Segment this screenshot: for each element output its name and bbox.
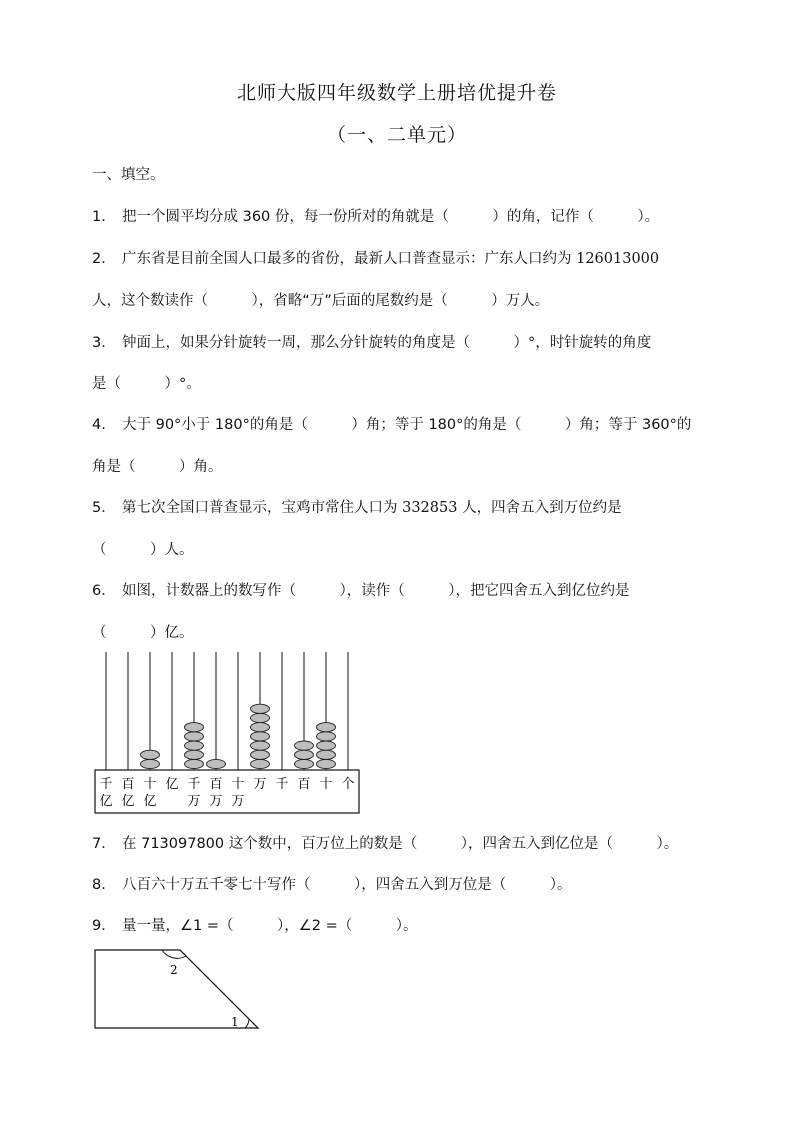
abacus-bead [317, 759, 336, 768]
question-number: 9． [92, 918, 116, 934]
population-value: 126013000 [576, 251, 660, 267]
question-text: 钟面上，如果分针旋转一周，那么分针旋转的角度是（ ）°，时针旋转的角度 [122, 335, 652, 351]
abacus-bead [317, 741, 336, 750]
abacus-bead [251, 732, 270, 741]
abacus-place-label: 百 [297, 777, 311, 792]
population-value: 332853 [402, 500, 458, 516]
question-text: 在 713097800 这个数中，百万位上的数是（ ），四舍五入到亿位是（ ）。 [122, 836, 679, 852]
abacus-place-label: 十 [143, 777, 157, 792]
question-text: 广东省是目前全国人口最多的省份，最新人口普查显示：广东人口约为 [122, 251, 577, 267]
abacus-bead [185, 723, 204, 732]
question-text: 第七次全国口普查显示，宝鸡市常住人口为 [122, 500, 403, 516]
abacus-place-label: 万 [253, 777, 267, 792]
abacus-bead [295, 759, 314, 768]
abacus-place-label: 十 [319, 777, 333, 792]
question-text: 大于 90°小于 180°的角是（ ）角；等于 180°的角是（ ）角；等于 360°的 [122, 417, 692, 433]
question-7 [92, 832, 678, 853]
question-number: 8． [92, 877, 116, 893]
angle-2-label: 2 [170, 963, 178, 977]
abacus-bead [185, 732, 204, 741]
abacus-bead [185, 759, 204, 768]
abacus-bead [295, 750, 314, 759]
question-1 [92, 205, 659, 226]
abacus-figure [94, 650, 360, 815]
question-number: 3． [92, 335, 116, 351]
abacus-place-label: 亿 [165, 777, 179, 792]
section-heading: 一、填空。 [92, 167, 165, 183]
question-text-tail: 人，四舍五入到万位约是 [457, 500, 622, 516]
abacus-place-label: 万 [209, 794, 223, 809]
question-4-continued: 角是（ ）角。 [92, 459, 223, 475]
question-2 [92, 247, 659, 268]
abacus-place-label: 百 [209, 777, 223, 792]
question-2-continued: 人，这个数读作（ ），省略“万”后面的尾数约是（ ）万人。 [92, 293, 550, 309]
abacus-bead [317, 732, 336, 741]
abacus-place-label: 亿 [99, 794, 113, 809]
question-number: 7． [92, 836, 116, 852]
abacus-bead [251, 704, 270, 713]
question-number: 2． [92, 251, 116, 267]
abacus-place-label: 十 [231, 777, 245, 792]
abacus-bead [207, 759, 226, 768]
abacus-place-label: 万 [231, 794, 245, 809]
question-text: 量一量，∠1 =（ ），∠2 =（ ）。 [122, 918, 418, 934]
question-6 [92, 579, 630, 600]
abacus-place-label: 个 [341, 777, 355, 792]
question-5-continued: （ ）人。 [92, 542, 194, 558]
abacus-place-label: 亿 [121, 794, 135, 809]
abacus-bead [251, 759, 270, 768]
abacus-place-label: 亿 [143, 794, 157, 809]
abacus-place-label: 万 [187, 794, 201, 809]
page-title: 北师大版四年级数学上册培优提升卷 [236, 82, 557, 104]
abacus-place-label: 千 [187, 777, 201, 792]
abacus-bead [251, 750, 270, 759]
angle-figure [94, 948, 260, 1032]
page-subtitle: （一、二单元） [326, 124, 467, 146]
abacus-bead [317, 723, 336, 732]
angle-2-arc [162, 950, 186, 958]
question-number: 1． [92, 209, 116, 225]
question-number: 6． [92, 583, 116, 599]
abacus-bead [251, 713, 270, 722]
question-text: 八百六十万五千零七十写作（ ），四舍五入到万位是（ ）。 [122, 877, 572, 893]
abacus-place-label: 千 [275, 777, 289, 792]
abacus-bead [185, 741, 204, 750]
abacus-bead [295, 741, 314, 750]
abacus-place-label: 百 [121, 777, 135, 792]
question-3 [92, 331, 651, 352]
abacus-place-label: 千 [99, 777, 113, 792]
question-number: 4． [92, 417, 116, 433]
abacus-bead [251, 723, 270, 732]
question-4 [92, 413, 691, 434]
question-6-continued: （ ）亿。 [92, 625, 194, 641]
question-8 [92, 873, 572, 894]
question-3-continued: 是（ ）°。 [92, 376, 201, 392]
question-text: 把一个圆平均分成 360 份，每一份所对的角就是（ ）的角，记作（ ）。 [122, 209, 660, 225]
abacus-bead [185, 750, 204, 759]
angle-1-arc [245, 1019, 249, 1028]
question-number: 5． [92, 500, 116, 516]
angle-1-label: 1 [231, 1015, 239, 1029]
question-9 [92, 914, 417, 935]
abacus-bead [317, 750, 336, 759]
abacus-bead [141, 759, 160, 768]
abacus-bead [141, 750, 160, 759]
question-text: 如图，计数器上的数写作（ ），读作（ ），把它四舍五入到亿位约是 [122, 583, 630, 599]
question-5 [92, 496, 622, 517]
abacus-bead [251, 741, 270, 750]
